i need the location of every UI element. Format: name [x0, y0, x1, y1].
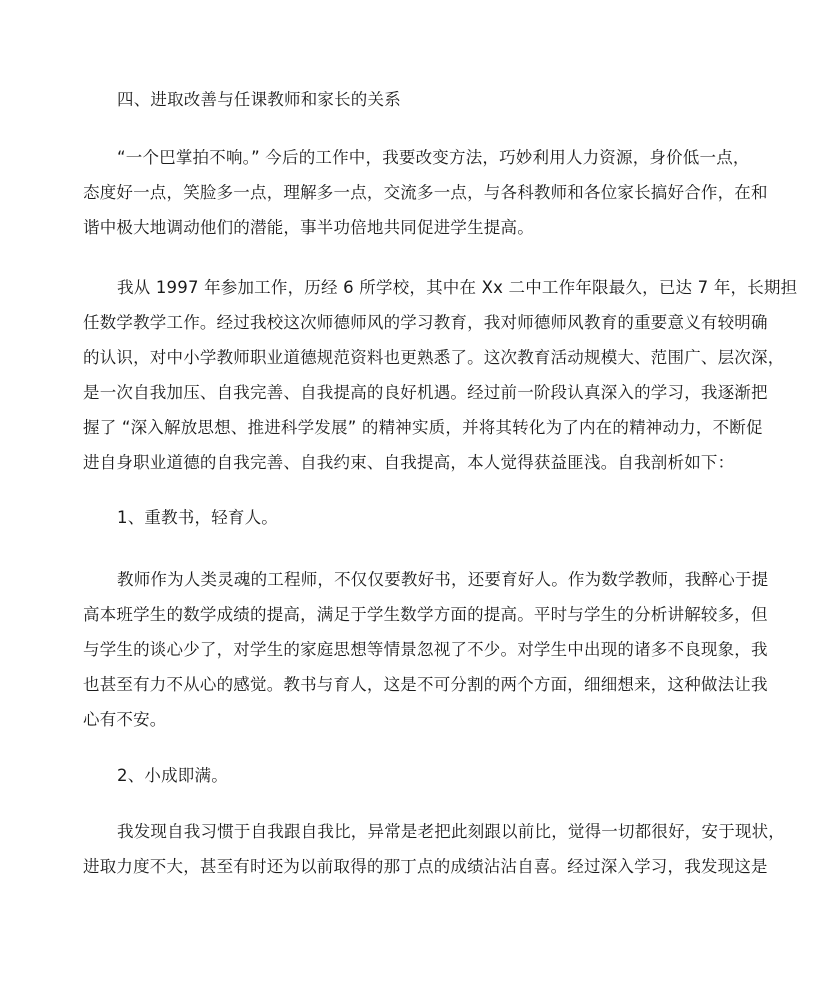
paragraph-line: 我发现自我习惯于自我跟自我比，异常是老把此刻跟以前比，觉得一切都很好，安于现状， [117, 822, 785, 841]
paragraph-line: 任数学教学工作。经过我校这次师德师风的学习教育，我对师德师风教育的重要意义有较明确 [83, 313, 768, 332]
paragraph-line: 也甚至有力不从心的感觉。教书与育人，这是不可分割的两个方面，细细想来，这种做法让我 [83, 675, 768, 694]
paragraph-line: 握了 “深入解放思想、推进科学发展” 的精神实质，并将其转化为了内在的精神动力，不断促 [83, 418, 763, 437]
paragraph-line: 我从 1997 年参加工作，历经 6 所学校，其中在 Xx 二中工作年限最久，已达 7 年，长期担 [117, 278, 798, 297]
paragraph-line: 的认识，对中小学教师职业道德规范资料也更熟悉了。这次教育活动规模大、范围广、层次深， [83, 348, 785, 367]
paragraph-line: 与学生的谈心少了，对学生的家庭思想等情景忽视了不少。对学生中出现的诸多不良现象，我 [83, 640, 768, 659]
paragraph-line: 进自身职业道德的自我完善、自我约束、自我提高，本人觉得获益匪浅。自我剖析如下： [83, 453, 735, 472]
paragraph-line: 谐中极大地调动他们的潜能，事半功倍地共同促进学生提高。 [83, 218, 534, 237]
paragraph-line: 是一次自我加压、自我完善、自我提高的良好机遇。经过前一阶段认真深入的学习，我逐渐把 [83, 383, 768, 402]
paragraph-line: 态度好一点，笑脸多一点，理解多一点，交流多一点，与各科教师和各位家长搞好合作，在和 [83, 183, 768, 202]
subheading-1: 1、重教书，轻育人。 [117, 508, 278, 527]
paragraph-line: 进取力度不大，甚至有时还为以前取得的那丁点的成绩沾沾自喜。经过深入学习，我发现这是 [83, 857, 768, 876]
subheading-2: 2、小成即满。 [117, 766, 228, 785]
paragraph-line: 教师作为人类灵魂的工程师，不仅仅要教好书，还要育好人。作为数学教师，我醉心于提 [117, 570, 769, 589]
section-heading: 四、进取改善与任课教师和家长的关系 [117, 90, 401, 109]
paragraph-line: 高本班学生的数学成绩的提高，满足于学生数学方面的提高。平时与学生的分析讲解较多，但 [83, 605, 768, 624]
paragraph-line: 心有不安。 [83, 710, 167, 729]
paragraph-line: “一个巴掌拍不响。” 今后的工作中，我要改变方法，巧妙利用人力资源，身价低一点， [117, 148, 750, 167]
